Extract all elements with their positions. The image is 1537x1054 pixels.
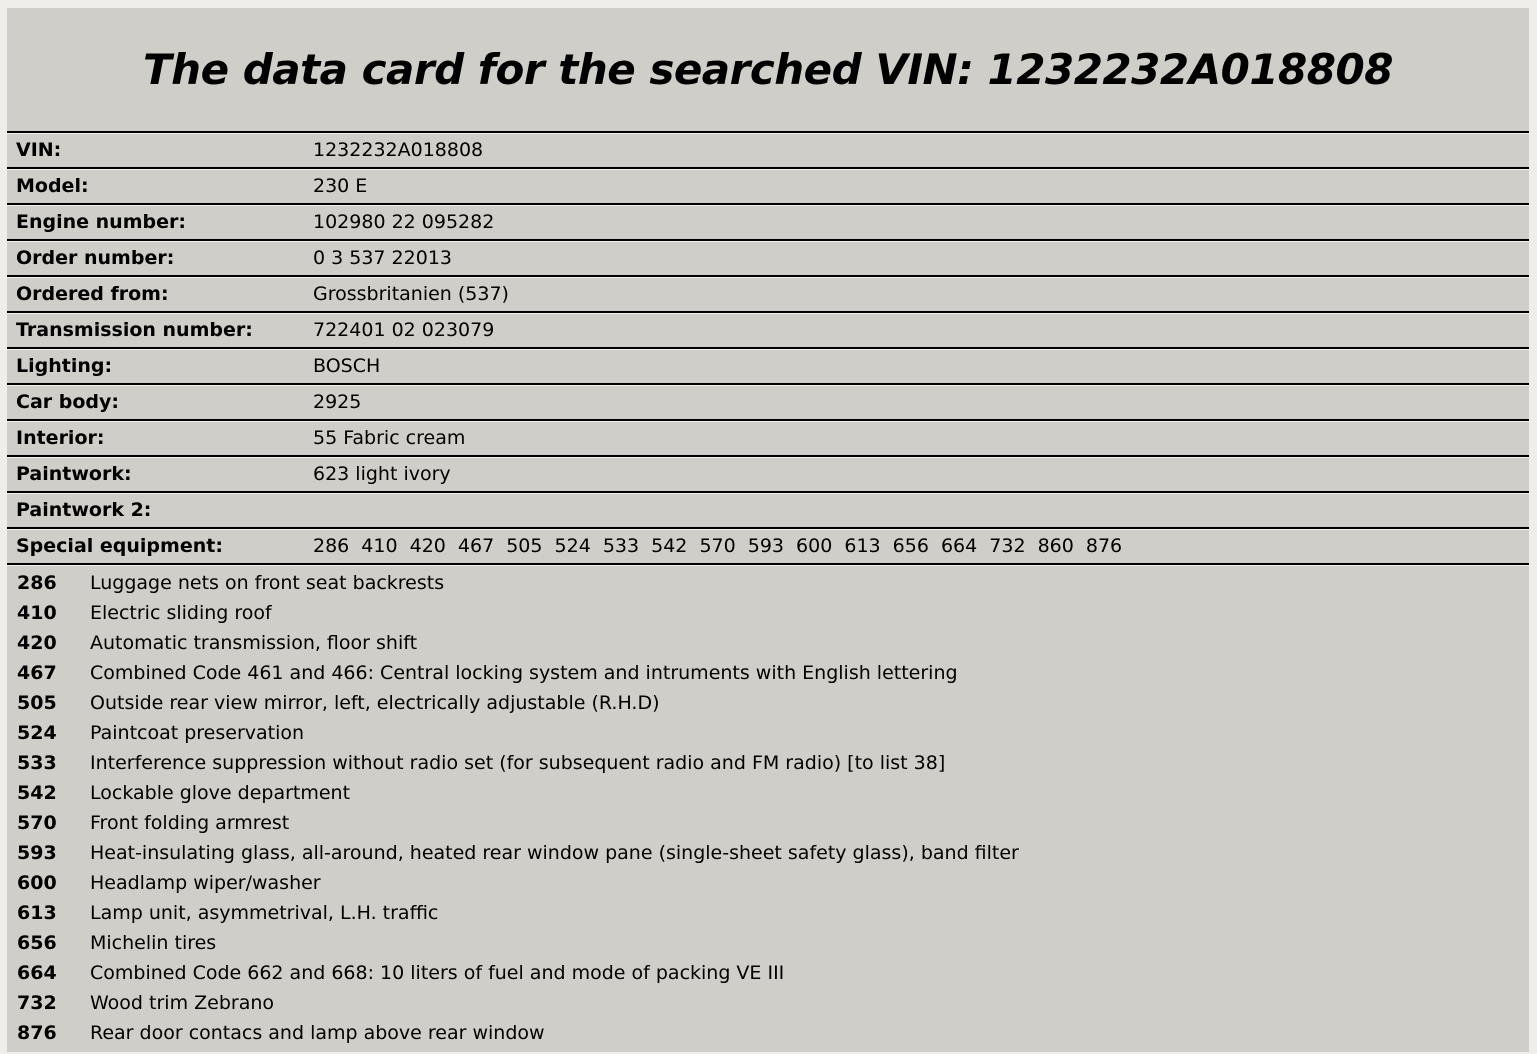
spec-value: 1232232A018808 [313, 139, 484, 161]
equipment-item [7, 988, 1529, 1018]
spec-row-order-number [7, 242, 1529, 277]
equipment-description: Paintcoat preservation [90, 722, 305, 744]
spec-label: Special equipment: [16, 535, 223, 557]
equipment-item [7, 868, 1529, 898]
equipment-item [7, 688, 1529, 718]
equipment-item [7, 748, 1529, 778]
spec-label: Model: [16, 175, 89, 197]
equipment-description: Interference suppression without radio set (for subsequent radio and FM radio) [to list 38] [90, 752, 946, 774]
spec-value: 0 3 537 22013 [313, 247, 453, 269]
equipment-item [7, 958, 1529, 988]
equipment-code: 533 [17, 752, 57, 774]
equipment-description: Front folding armrest [90, 812, 290, 834]
equipment-code: 664 [17, 962, 57, 984]
spec-label: Order number: [16, 247, 175, 269]
spec-label: Engine number: [16, 211, 186, 233]
spec-value: 623 light ivory [313, 463, 451, 485]
equipment-description: Headlamp wiper/washer [90, 872, 321, 894]
spec-label: Paintwork 2: [16, 499, 152, 521]
equipment-item [7, 658, 1529, 688]
spec-row-lighting [7, 350, 1529, 385]
equipment-list [7, 566, 1529, 1052]
spec-value: 55 Fabric cream [313, 427, 466, 449]
spec-row-paintwork-2 [7, 494, 1529, 529]
spec-value: 286 410 420 467 505 524 533 542 570 593 600 613 656 664 732 860 876 [313, 535, 1123, 557]
spec-row-paintwork [7, 458, 1529, 493]
equipment-description: Lockable glove department [90, 782, 351, 804]
equipment-code: 656 [17, 932, 57, 954]
spec-value: 2925 [313, 391, 362, 413]
spec-label: Car body: [16, 391, 119, 413]
spec-row-interior [7, 422, 1529, 457]
spec-label: VIN: [16, 139, 62, 161]
equipment-code: 732 [17, 992, 57, 1014]
spec-label: Ordered from: [16, 283, 169, 305]
spec-row-car-body [7, 386, 1529, 421]
spec-value: Grossbritanien (537) [313, 283, 509, 305]
spec-value: 722401 02 023079 [313, 319, 495, 341]
spec-row-engine-number [7, 206, 1529, 241]
equipment-description: Electric sliding roof [90, 602, 272, 624]
equipment-code: 542 [17, 782, 57, 804]
equipment-code: 570 [17, 812, 57, 834]
spec-row-transmission-number [7, 314, 1529, 349]
equipment-code: 600 [17, 872, 57, 894]
equipment-description: Rear door contacs and lamp above rear window [90, 1022, 545, 1044]
data-card-page [7, 8, 1529, 1052]
equipment-description: Luggage nets on front seat backrests [90, 572, 445, 594]
spec-value: 230 E [313, 175, 368, 197]
equipment-item [7, 718, 1529, 748]
equipment-item [7, 808, 1529, 838]
spec-row-vin [7, 134, 1529, 169]
spec-row-special-equipment [7, 530, 1529, 565]
spec-row-model [7, 170, 1529, 205]
spec-label: Transmission number: [16, 319, 253, 341]
page-title: The data card for the searched VIN: 1232232A018808 [143, 45, 1393, 94]
equipment-code: 613 [17, 902, 57, 924]
equipment-code: 467 [17, 662, 57, 684]
spec-table [7, 134, 1529, 565]
equipment-description: Outside rear view mirror, left, electrically adjustable (R.H.D) [90, 692, 660, 714]
equipment-description: Michelin tires [90, 932, 217, 954]
equipment-item [7, 628, 1529, 658]
equipment-code: 593 [17, 842, 57, 864]
equipment-description: Combined Code 662 and 668: 10 liters of fuel and mode of packing VE III [90, 962, 785, 984]
equipment-item [7, 838, 1529, 868]
equipment-code: 505 [17, 692, 57, 714]
equipment-item [7, 778, 1529, 808]
equipment-code: 420 [17, 632, 57, 654]
spec-value: 102980 22 095282 [313, 211, 495, 233]
equipment-item [7, 898, 1529, 928]
equipment-item [7, 1018, 1529, 1048]
spec-row-ordered-from [7, 278, 1529, 313]
equipment-item [7, 598, 1529, 628]
equipment-code: 286 [17, 572, 57, 594]
equipment-description: Combined Code 461 and 466: Central locking system and intruments with English lettering [90, 662, 958, 684]
equipment-code: 524 [17, 722, 57, 744]
spec-value: BOSCH [313, 355, 381, 377]
equipment-code: 410 [17, 602, 57, 624]
spec-label: Interior: [16, 427, 105, 449]
spec-label: Lighting: [16, 355, 113, 377]
equipment-description: Lamp unit, asymmetrival, L.H. traffic [90, 902, 439, 924]
equipment-item [7, 928, 1529, 958]
spec-label: Paintwork: [16, 463, 132, 485]
equipment-item [7, 568, 1529, 598]
equipment-description: Automatic transmission, floor shift [90, 632, 418, 654]
title-block [7, 8, 1529, 133]
equipment-description: Wood trim Zebrano [90, 992, 274, 1014]
equipment-description: Heat-insulating glass, all-around, heated rear window pane (single-sheet safety glass), band filter [90, 842, 1019, 864]
equipment-code: 876 [17, 1022, 57, 1044]
